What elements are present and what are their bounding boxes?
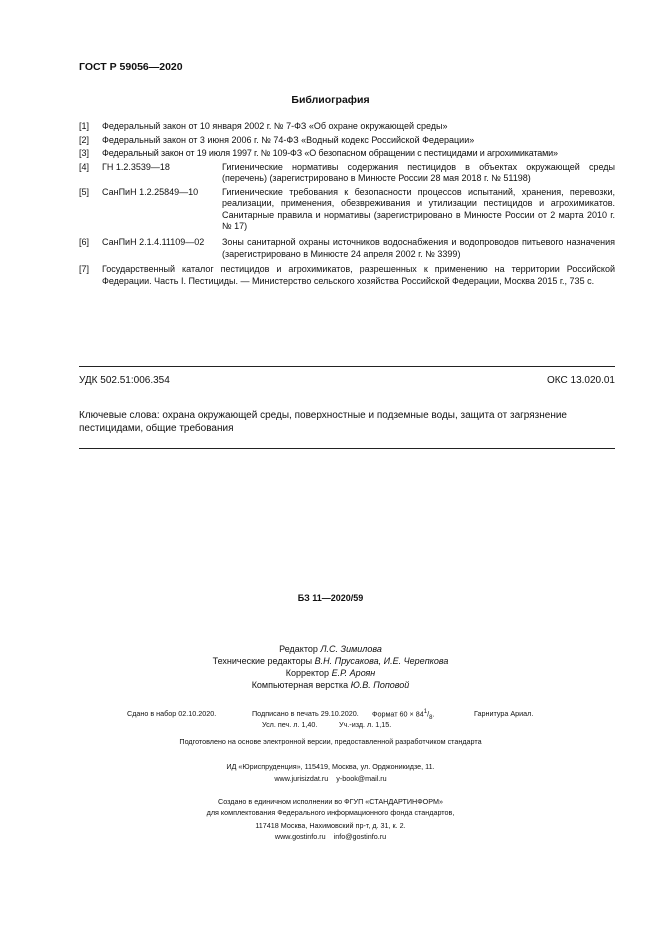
- entry-number: [4]: [79, 161, 90, 172]
- signed-for-print: Подписано в печать 29.10.2020.: [252, 709, 359, 718]
- staff-name: Л.С. Зимилова: [320, 644, 382, 654]
- print-sheets-value: Усл. печ. л. 1,40.: [262, 720, 318, 729]
- publisher-contacts: [0, 774, 661, 783]
- address: 117418 Москва, Нахимовский пр-т, д. 31, к. 2.: [255, 821, 406, 830]
- staff-line: [0, 644, 661, 654]
- staff-role: Технические редакторы: [212, 656, 313, 666]
- entry-code: ГН 1.2.3539—18: [102, 161, 170, 172]
- staff-line: [0, 680, 661, 690]
- entry-code: СанПиН 1.2.25849—10: [102, 186, 199, 197]
- format: Формат $60 \times 84^1/_8$.: [372, 709, 435, 721]
- separator-top: [79, 366, 615, 367]
- entry-text: Федеральный закон от 3 июня 2006 г. № 74-ФЗ «Водный кодекс Российской Федерации»: [102, 134, 475, 145]
- publisher-line: ИД «Юриспруденция», 115419, Москва, ул. Орджоникидзе, 11.: [226, 762, 435, 771]
- keywords: Ключевые слова: охрана окружающей среды, поверхностные и подземные воды, защита от загрязнение пестицидами, общие требования: [79, 410, 567, 434]
- bibliography-title: Библиография: [291, 94, 370, 106]
- format-denominator: 8: [429, 714, 433, 721]
- staff-name: Ю.В. Поповой: [350, 680, 410, 690]
- entry-text: Зоны санитарной охраны источников водоснабжения и водопроводов питьевого назначения (зарегистрировано в Минюсте 24 апреля 2002 г. № 3399): [222, 237, 615, 259]
- document-id: ГОСТ Р 59056—2020: [79, 61, 183, 73]
- gost-email[interactable]: info@gostinfo.ru: [333, 832, 387, 841]
- udk-code: УДК 502.51:006.354: [79, 375, 170, 386]
- publisher-email[interactable]: y-book@mail.ru: [336, 774, 387, 783]
- staff-role: Редактор: [279, 644, 318, 654]
- created-line-2: для комплектования Федерального информационного фонда стандартов,: [206, 808, 455, 817]
- staff-name: В.Н. Прусакова, И.Е. Черепкова: [314, 656, 449, 666]
- staff-role: Компьютерная верстка: [251, 680, 349, 690]
- entry-text: Федеральный закон от 10 января 2002 г. № 7-ФЗ «Об охране окружающей среды»: [102, 121, 448, 131]
- staff-role: Корректор: [285, 668, 330, 678]
- staff-line: [0, 656, 661, 666]
- entry-number: [7]: [79, 264, 90, 274]
- format-numerator: 1: [423, 709, 428, 715]
- oks-code: ОКС 13.020.01: [547, 375, 615, 386]
- gost-contacts: [0, 832, 661, 841]
- staff-line: [0, 668, 661, 678]
- created-line: Создано в единичном исполнении во ФГУП «СТАНДАРТИНФОРМ»: [218, 797, 443, 806]
- entry-text: Гигиенические нормативы содержания пестицидов в объектах окружающей среды (перечень) (зарегистрировано в Минюсте России 28 мая 2018 г. № 51198): [222, 161, 615, 184]
- entry-number: [6]: [79, 237, 90, 247]
- entry-number: [5]: [79, 186, 90, 197]
- prepared-note: Подготовлено на основе электронной версии, предоставленной разработчиком стандарта: [179, 737, 482, 746]
- format-label: Формат 60 × 84: [372, 709, 424, 719]
- entry-number: [3]: [79, 148, 90, 158]
- separator-bottom: [79, 448, 615, 449]
- staff-name: Е.Р. Ароян: [331, 668, 376, 678]
- entry-text: Гигиенические требования к безопасности процессов испытаний, хранения, перевозки, реализации, применения, обезвреживания и утилизации пестицидов и агрохимикатов. Санитарные правила и нормативы (зарегистрировано в Минюсте России от 2 марта 2010 г. № 17): [222, 186, 615, 232]
- sent-to-set: Сдано в набор 02.10.2020.: [127, 709, 217, 718]
- entry-number: [2]: [79, 134, 90, 145]
- font-name: Гарнитура Ариал.: [474, 709, 534, 718]
- entry-text: Федеральный закон от 19 июля 1997 г. № 109-ФЗ «О безопасном обращении с пестицидами и агрохимикатами»: [102, 148, 558, 158]
- bz-number: БЗ 11—2020/59: [297, 593, 364, 603]
- pub-sheets-value: Уч.-изд. л. 1,15.: [339, 720, 392, 729]
- entry-number: [1]: [79, 121, 90, 131]
- entry-code: СанПиН 2.1.4.11109—02: [102, 237, 205, 247]
- publisher-site[interactable]: www.jurisizdat.ru: [274, 774, 329, 783]
- gost-site[interactable]: www.gostinfo.ru: [274, 832, 326, 841]
- entry-text: Государственный каталог пестицидов и агрохимикатов, разрешенных к применению на территории Российской Федерации. Часть I. Пестициды. — Министерство сельского хозяйства Российской Федерации, Москва 2015 г., 735 с.: [102, 264, 615, 286]
